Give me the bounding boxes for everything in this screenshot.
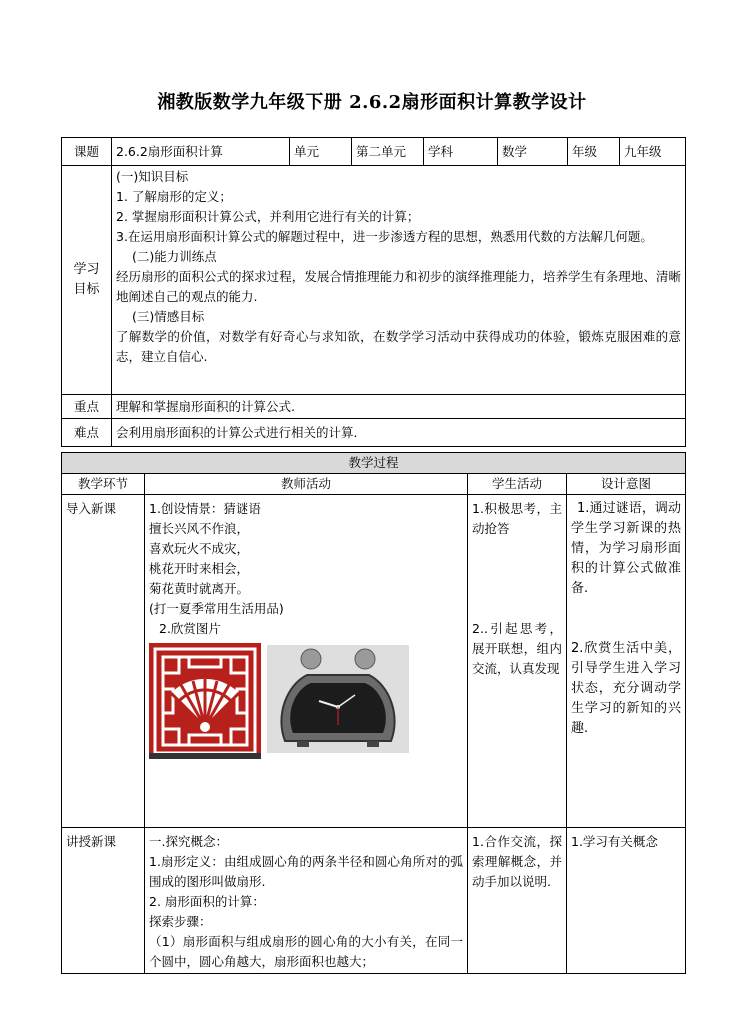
- teaching-process-table: [61, 452, 686, 974]
- subject-value: 数学: [498, 138, 568, 166]
- student-intro: [468, 495, 567, 828]
- goal-line: 了解数学的价值，对数学有好奇心与求知欲，在数学学习活动中获得成功的体验，锻炼克服困难的意志，建立自信心.: [116, 329, 681, 364]
- teacher-line: 桃花开时来相会，: [149, 561, 250, 576]
- key-point-label: 重点: [62, 395, 112, 419]
- goal-line: (三)情感目标: [132, 309, 205, 324]
- stage-new: 讲授新课: [62, 828, 145, 974]
- teacher-line: 菊花黄时就离开。: [149, 581, 250, 596]
- key-point-value: 理解和掌握扇形面积的计算公式.: [112, 395, 686, 419]
- col-intent: 设计意图: [567, 474, 686, 495]
- teacher-line: 一.探究概念：: [149, 834, 228, 849]
- goal-line: 2. 掌握扇形面积计算公式，并利用它进行有关的计算；: [116, 209, 420, 224]
- goal-line: (二)能力训练点: [132, 249, 217, 264]
- teacher-line: 擅长兴风不作浪，: [149, 521, 250, 536]
- teacher-line: （1）扇形面积与组成扇形的圆心角的大小有关，在同一个圆中，圆心角越大，扇形面积也越大；: [149, 934, 463, 969]
- student-line: 1.积极思考，主动抢答: [472, 501, 562, 536]
- intent-line: 1.学习有关概念: [571, 834, 658, 849]
- teacher-line: 探索步骤：: [149, 914, 212, 929]
- goals-label: 学习目标: [62, 166, 112, 395]
- teacher-line: 1.创设情景：猜谜语: [149, 501, 261, 516]
- col-stage: 教学环节: [62, 474, 145, 495]
- col-student: 学生活动: [468, 474, 567, 495]
- lesson-info-table: [61, 137, 686, 447]
- subject-label: 学科: [424, 138, 498, 166]
- teacher-intro: [145, 495, 468, 828]
- difficulty-label: 难点: [62, 419, 112, 447]
- pictures: [149, 643, 463, 761]
- alarm-clock-image: [267, 645, 409, 753]
- process-header: 教学过程: [62, 453, 686, 474]
- topic-label: 课题: [62, 138, 112, 166]
- unit-value: 第二单元: [352, 138, 424, 166]
- teacher-line: 2.欣赏图片: [159, 621, 221, 636]
- teacher-line: 2. 扇形面积的计算：: [149, 894, 265, 909]
- fan-lattice-image: [149, 643, 261, 759]
- teacher-line: (打一夏季常用生活用品): [149, 601, 284, 616]
- goal-line: 1. 了解扇形的定义；: [116, 189, 232, 204]
- student-line: 2..引起思考，展开联想，组内交流，认真发现: [472, 621, 562, 676]
- student-line: 1.合作交流，探索理解概念，并动手加以说明.: [472, 834, 562, 889]
- intent-line: 2.欣赏生活中美，引导学生进入学习状态，充分调动学生学习的新知的兴趣.: [571, 641, 682, 736]
- intent-new: [567, 828, 686, 974]
- grade-label: 年级: [568, 138, 620, 166]
- unit-label: 单元: [290, 138, 352, 166]
- topic-value: 2.6.2扇形面积计算: [112, 138, 290, 166]
- goals-content: [112, 166, 686, 395]
- student-new: [468, 828, 567, 974]
- goal-line: (一)知识目标: [116, 169, 189, 184]
- difficulty-value: 会利用扇形面积的计算公式进行相关的计算.: [112, 419, 686, 447]
- col-teacher: 教师活动: [145, 474, 468, 495]
- goal-line: 3.在运用扇形面积计算公式的解题过程中，进一步渗透方程的思想，熟悉用代数的方法解几何题。: [116, 229, 653, 244]
- goal-line: 经历扇形的面积公式的探求过程，发展合情推理能力和初步的演绎推理能力，培养学生有条理地、清晰地阐述自己的观点的能力.: [116, 269, 681, 304]
- grade-value: 九年级: [620, 138, 686, 166]
- teacher-line: 1.扇形定义：由组成圆心角的两条半径和圆心角所对的弧围成的图形叫做扇形.: [149, 854, 463, 889]
- document-title: 湘教版数学九年级下册 2.6.2扇形面积计算教学设计: [157, 92, 587, 113]
- intent-intro: [567, 495, 686, 828]
- teacher-new: [145, 828, 468, 974]
- intent-line: 1.通过谜语，调动学生学习新课的热情，为学习扇形面积的计算公式做准备.: [571, 501, 682, 596]
- stage-intro: 导入新课: [62, 495, 145, 828]
- teacher-line: 喜欢玩火不成灾，: [149, 541, 250, 556]
